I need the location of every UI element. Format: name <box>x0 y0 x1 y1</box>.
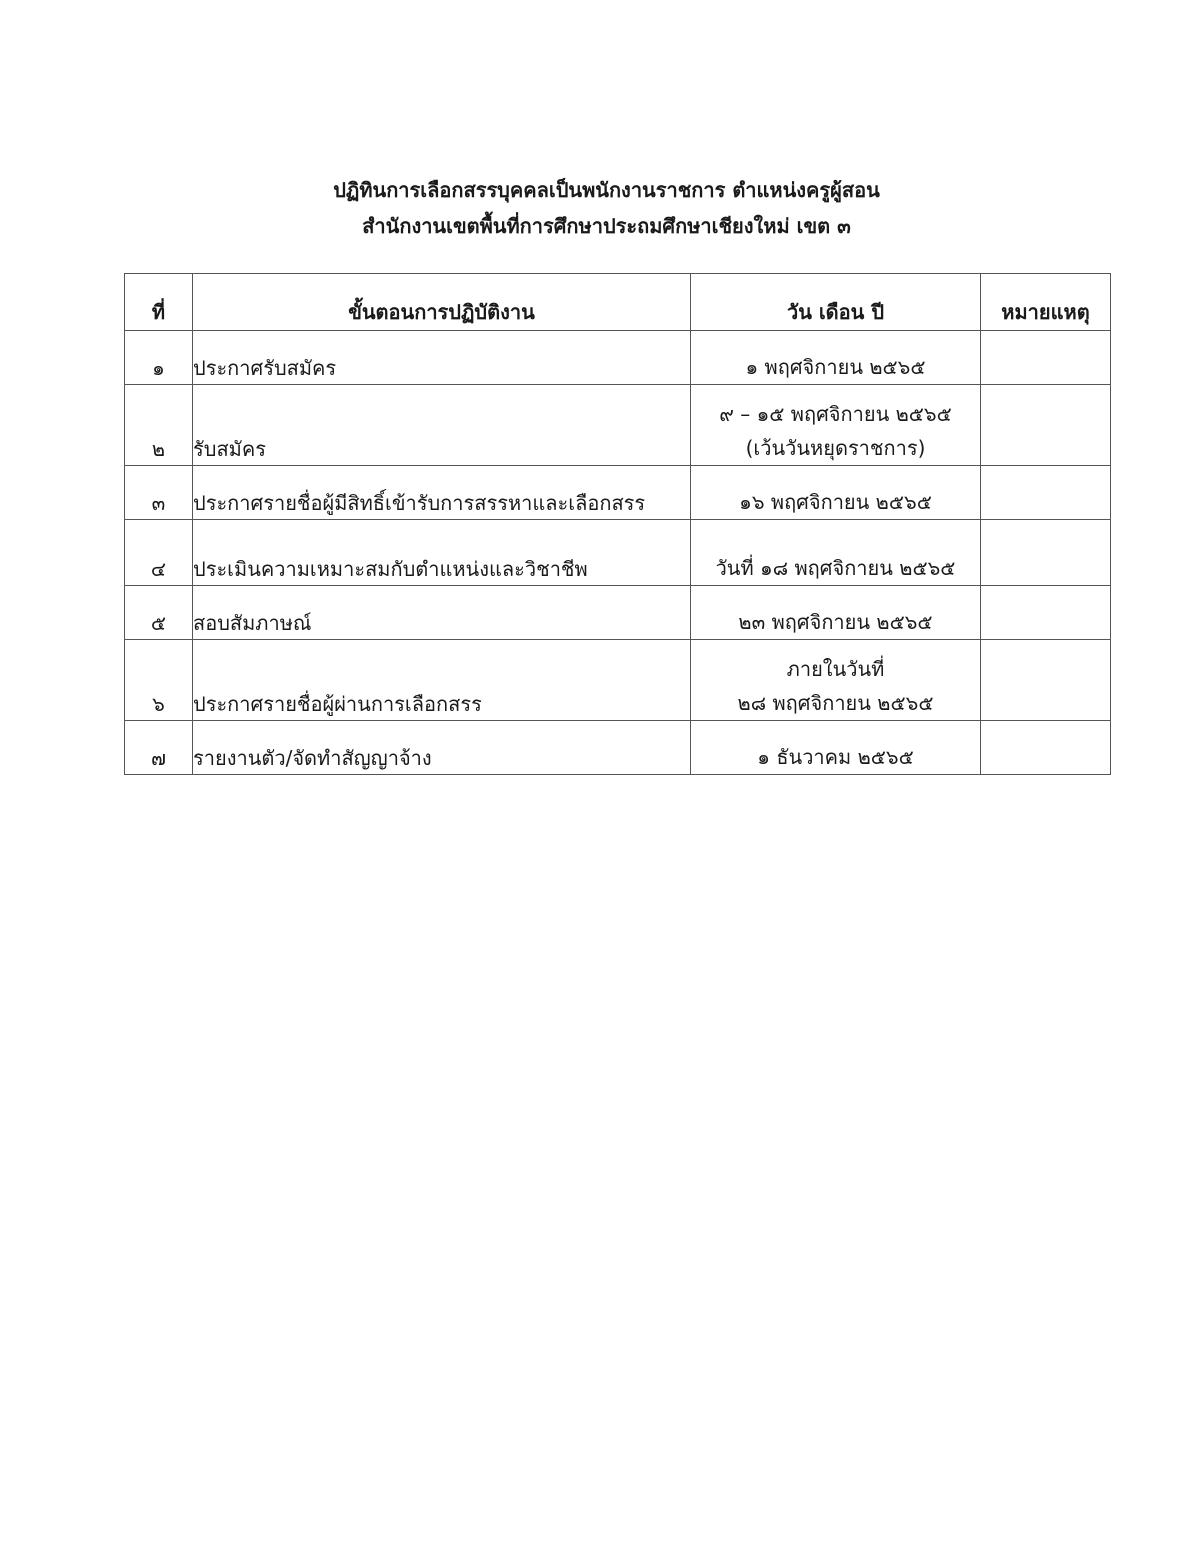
row-no: ๗ <box>125 721 193 775</box>
row-note <box>981 466 1111 520</box>
row-step: ประกาศรายชื่อผู้ผ่านการเลือกสรร <box>193 640 691 721</box>
row-date <box>691 586 981 640</box>
row-note <box>981 520 1111 586</box>
row-step: สอบสัมภาษณ์ <box>193 586 691 640</box>
row-no: ๔ <box>125 520 193 586</box>
row-date <box>691 385 981 466</box>
row-date <box>691 331 981 385</box>
row-note <box>981 331 1111 385</box>
schedule-table <box>124 273 1111 775</box>
row-note <box>981 586 1111 640</box>
row-date-line-1: ๒๓ พฤศจิกายน ๒๕๖๕ <box>738 610 933 634</box>
row-date-line-1: ๙ – ๑๕ พฤศจิกายน ๒๕๖๕ <box>719 402 952 426</box>
title-line-1: ปฏิทินการเลือกสรรบุคคลเป็นพนักงานราชการ ตำแหน่งครูผู้สอน <box>333 178 880 202</box>
row-date-line-1: ๑ ธันวาคม ๒๕๖๕ <box>757 745 914 769</box>
table-row <box>125 466 1111 520</box>
row-date-line-1: วันที่ ๑๘ พฤศจิกายน ๒๕๖๕ <box>715 556 956 580</box>
row-note <box>981 721 1111 775</box>
table-header-row <box>125 274 1111 331</box>
table-row <box>125 640 1111 721</box>
row-step: รายงานตัว/จัดทำสัญญาจ้าง <box>193 721 691 775</box>
row-note <box>981 640 1111 721</box>
row-date <box>691 520 981 586</box>
title-line-2: สำนักงานเขตพื้นที่การศึกษาประถมศึกษาเชียงใหม่ เขต ๓ <box>362 214 851 238</box>
row-date-line-2: (เว้นวันหยุดราชการ) <box>745 436 926 460</box>
table-row <box>125 586 1111 640</box>
row-date-line-1: ๑๖ พฤศจิกายน ๒๕๖๕ <box>739 490 932 514</box>
row-date <box>691 640 981 721</box>
row-no: ๕ <box>125 586 193 640</box>
row-note <box>981 385 1111 466</box>
row-date-line-1: ๑ พฤศจิกายน ๒๕๖๕ <box>745 355 926 379</box>
table-row <box>125 385 1111 466</box>
row-step: ประกาศรับสมัคร <box>193 331 691 385</box>
header-no: ที่ <box>125 274 193 331</box>
row-date-line-1: ภายในวันที่ <box>786 657 885 681</box>
header-step: ขั้นตอนการปฏิบัติงาน <box>193 274 691 331</box>
row-date <box>691 721 981 775</box>
table-row <box>125 721 1111 775</box>
document-title <box>0 172 1186 244</box>
row-no: ๒ <box>125 385 193 466</box>
header-note: หมายแหตุ <box>981 274 1111 331</box>
row-no: ๖ <box>125 640 193 721</box>
row-date-line-2: ๒๘ พฤศจิกายน ๒๕๖๕ <box>737 691 934 715</box>
row-no: ๑ <box>125 331 193 385</box>
header-date: วัน เดือน ปี <box>691 274 981 331</box>
row-date <box>691 466 981 520</box>
row-step: ประเมินความเหมาะสมกับตำแหน่งและวิชาชีพ <box>193 520 691 586</box>
row-no: ๓ <box>125 466 193 520</box>
row-step: รับสมัคร <box>193 385 691 466</box>
table-row <box>125 520 1111 586</box>
row-step: ประกาศรายชื่อผู้มีสิทธิ์เข้ารับการสรรหาและเลือกสรร <box>193 466 691 520</box>
table-row <box>125 331 1111 385</box>
